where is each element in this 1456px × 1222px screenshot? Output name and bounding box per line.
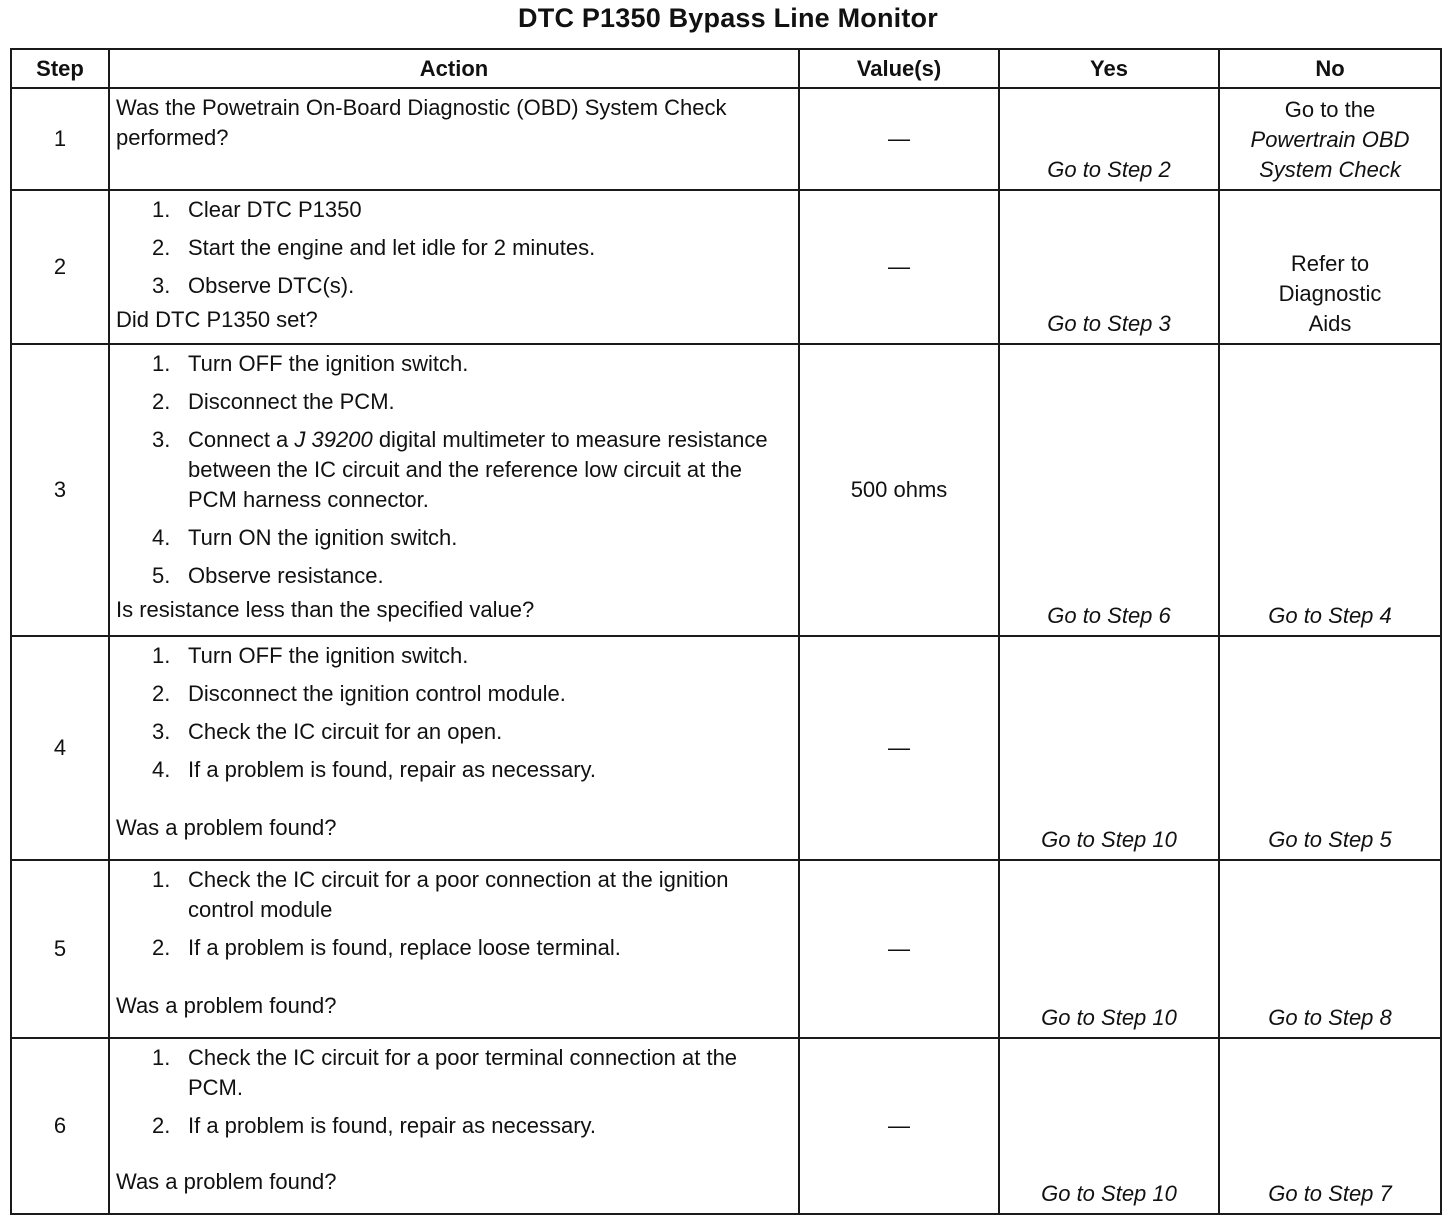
no-cell — [1219, 636, 1441, 860]
table-row — [11, 88, 1441, 190]
yes-goto-link[interactable]: Go to Step 10 — [1041, 1181, 1177, 1206]
yes-goto-link[interactable]: Go to Step 2 — [1047, 157, 1171, 182]
no-goto-link[interactable]: Go to Step 4 — [1268, 603, 1392, 628]
action-item: 3. Check the IC circuit for an open. — [152, 719, 503, 744]
header-action: Action — [109, 49, 799, 88]
yes-goto-link[interactable]: Go to Step 6 — [1047, 603, 1171, 628]
no-goto-prefix: Go to the — [1284, 97, 1376, 122]
no-cell — [1219, 1038, 1441, 1214]
action-item: 3. Observe DTC(s). — [152, 273, 355, 298]
value-cell: — — [799, 190, 999, 344]
value-cell: — — [799, 636, 999, 860]
no-goto-link[interactable]: Go to Step 7 — [1268, 1181, 1392, 1206]
table-row — [11, 1038, 1441, 1214]
header-row — [11, 49, 1441, 88]
yes-goto-link[interactable]: Go to Step 10 — [1041, 827, 1177, 852]
action-item: 5. Observe resistance. — [152, 563, 384, 588]
action-item: 1. Turn OFF the ignition switch. — [152, 643, 469, 668]
action-item: 2. Disconnect the ignition control module. — [152, 681, 566, 706]
value-cell: — — [799, 860, 999, 1038]
yes-cell — [999, 190, 1219, 344]
action-item: 2. If a problem is found, replace loose terminal. — [152, 935, 621, 960]
action-question: Is resistance less than the specified value? — [116, 597, 535, 622]
table-row — [11, 636, 1441, 860]
step-number: 2 — [11, 190, 109, 344]
table-row — [11, 344, 1441, 636]
action-item: 4. Turn ON the ignition switch. — [152, 525, 458, 550]
action-cell — [109, 88, 799, 190]
step-number: 4 — [11, 636, 109, 860]
action-cell — [109, 636, 799, 860]
action-cell — [109, 344, 799, 636]
header-step: Step — [11, 49, 109, 88]
no-cell — [1219, 344, 1441, 636]
action-question: Was the Powetrain On-Board Diagnostic (OBD) System Check performed? — [116, 95, 727, 150]
action-item: 1. Clear DTC P1350 — [152, 197, 362, 222]
action-item: 4. If a problem is found, repair as necessary. — [152, 757, 597, 782]
diagnostic-table — [10, 48, 1442, 1215]
action-item: 2. If a problem is found, repair as necessary. — [152, 1113, 597, 1138]
no-cell — [1219, 860, 1441, 1038]
step-number: 1 — [11, 88, 109, 190]
action-item: 3. Connect a J 39200 digital multimeter to measure resistance between the IC circuit and the reference low circuit at the PCM harness connector. — [152, 427, 768, 512]
step-number: 6 — [11, 1038, 109, 1214]
header-yes: Yes — [999, 49, 1219, 88]
action-item: 2. Start the engine and let idle for 2 minutes. — [152, 235, 596, 260]
no-goto-link[interactable]: Refer to Diagnostic Aids — [1278, 251, 1382, 336]
action-question: Was a problem found? — [116, 993, 337, 1018]
no-goto-link[interactable]: Powertrain OBD System Check — [1250, 127, 1410, 182]
action-item: 2. Disconnect the PCM. — [152, 389, 395, 414]
header-values: Value(s) — [799, 49, 999, 88]
yes-cell — [999, 344, 1219, 636]
yes-cell — [999, 860, 1219, 1038]
yes-cell — [999, 636, 1219, 860]
yes-goto-link[interactable]: Go to Step 3 — [1047, 311, 1171, 336]
action-item: 1. Check the IC circuit for a poor terminal connection at the PCM. — [152, 1045, 738, 1100]
tool-name: J 39200 — [294, 427, 373, 452]
yes-cell — [999, 88, 1219, 190]
yes-cell — [999, 1038, 1219, 1214]
value-cell: 500 ohms — [799, 344, 999, 636]
no-cell — [1219, 190, 1441, 344]
step-number: 5 — [11, 860, 109, 1038]
page-title: DTC P1350 Bypass Line Monitor — [518, 3, 938, 33]
table-row — [11, 860, 1441, 1038]
action-cell — [109, 190, 799, 344]
no-goto-link[interactable]: Go to Step 8 — [1268, 1005, 1392, 1030]
table-row — [11, 190, 1441, 344]
no-goto-link[interactable]: Go to Step 5 — [1268, 827, 1392, 852]
value-cell: — — [799, 88, 999, 190]
action-question: Was a problem found? — [116, 1169, 337, 1194]
header-no: No — [1219, 49, 1441, 88]
action-cell — [109, 860, 799, 1038]
action-question: Did DTC P1350 set? — [116, 307, 318, 332]
action-item: 1. Check the IC circuit for a poor connection at the ignition control module — [152, 867, 729, 922]
action-item: 1. Turn OFF the ignition switch. — [152, 351, 469, 376]
action-cell — [109, 1038, 799, 1214]
no-cell — [1219, 88, 1441, 190]
step-number: 3 — [11, 344, 109, 636]
yes-goto-link[interactable]: Go to Step 10 — [1041, 1005, 1177, 1030]
value-cell: — — [799, 1038, 999, 1214]
action-question: Was a problem found? — [116, 815, 337, 840]
